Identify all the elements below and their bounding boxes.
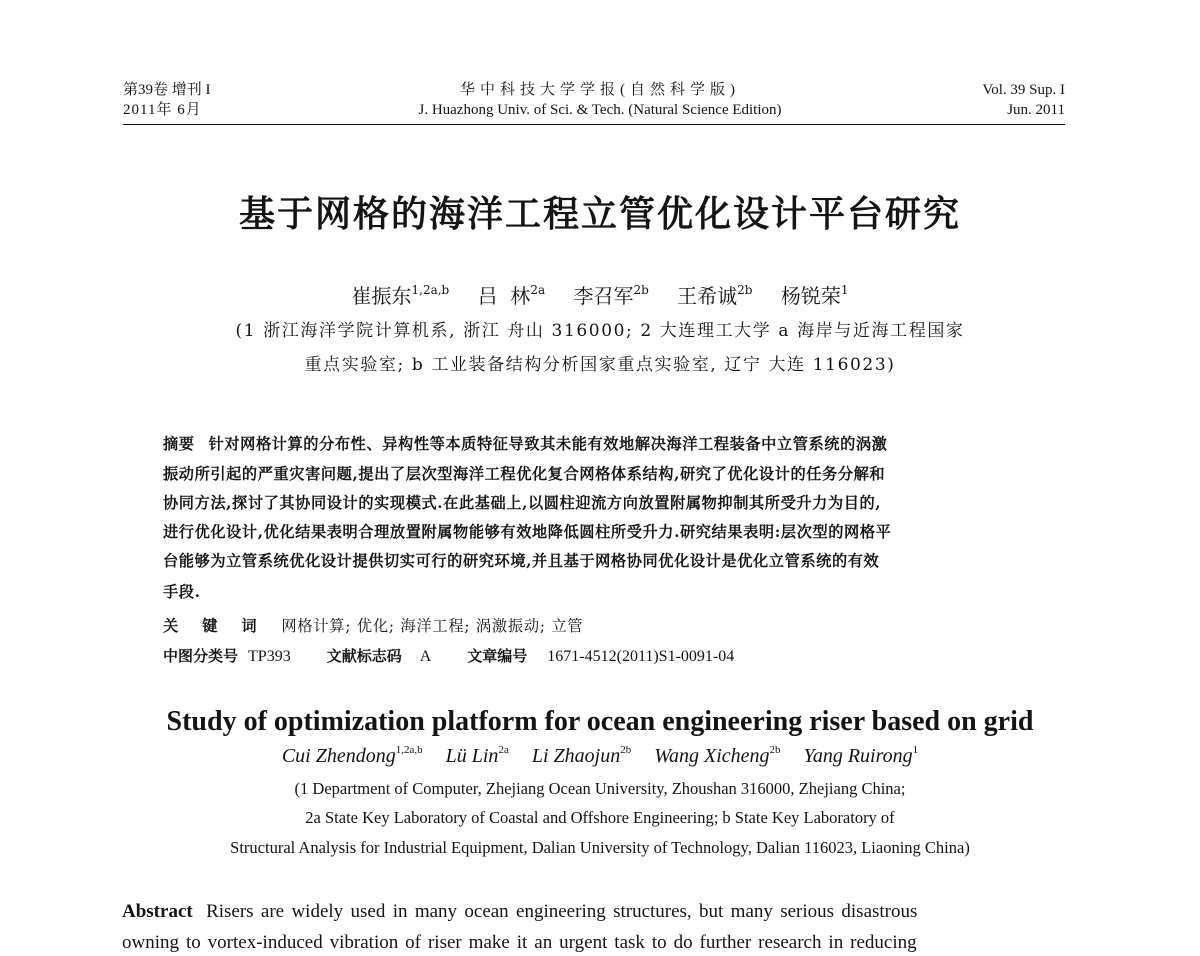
article-number-label: 文章编号 [467, 647, 528, 665]
abstract-cn-line: 进行优化设计,优化结果表明合理放置附属物能够有效地降低圆柱所受升力.研究结果表明:层次型的网格平 [163, 523, 892, 541]
author-name: 王希诚 [677, 284, 738, 308]
document-code-label: 文献标志码 [326, 647, 402, 665]
author-en [282, 745, 423, 767]
keywords-value-cn: 网格计算; 优化; 海洋工程; 涡激振动; 立管 [281, 617, 584, 635]
affiliation-cn-line: 重点实验室; b 工业装备结构分析国家重点实验室, 辽宁 大连 116023) [304, 355, 896, 375]
abstract-en-line: owning to vortex-induced vibration of riser make it an urgent task to do further research in reducing [122, 932, 917, 953]
keywords-cn [163, 615, 583, 637]
affiliation-en-line: 2a State Key Laboratory of Coastal and Offshore Engineering; b State Key Laboratory of [305, 808, 895, 827]
class-number-label: 中图分类号 [163, 647, 239, 665]
date-cn: 2011年 6月 [123, 102, 202, 118]
author-en [532, 745, 631, 767]
abstract-cn-line [163, 433, 1033, 455]
author-name: Li Zhaojun [531, 745, 621, 767]
journal-issue-info-en [982, 80, 1065, 120]
author-name: Wang Xicheng [654, 745, 770, 767]
class-number-value: TP393 [248, 648, 291, 665]
abstract-cn-line: 台能够为立管系统优化设计提供切实可行的研究环境,并且基于网格协同优化设计是优化立管系统的有效 [163, 552, 880, 570]
abstract-en-line [122, 899, 1072, 925]
author-name: 崔振东 [351, 284, 412, 308]
author-affiliation-mark: 1 [840, 283, 849, 297]
author-affiliation-mark: 1 [912, 744, 919, 756]
author-name: 李召军 [573, 284, 634, 308]
keywords-label-cn: 关键词 [163, 617, 281, 635]
author-cn [478, 284, 546, 308]
journal-name-en: J. Huazhong Univ. of Sci. & Tech. (Natural Science Edition) [418, 102, 782, 118]
volume-issue-cn: 第39卷 增刊 I [123, 82, 211, 98]
affiliation-cn-line: (1 浙江海洋学院计算机系, 浙江 舟山 316000; 2 大连理工大学 a 海岸与近海工程国家 [235, 321, 965, 341]
author-en [804, 745, 919, 767]
author-affiliation-mark: 2b [633, 283, 649, 297]
journal-issue-info [123, 80, 211, 120]
author-cn [573, 284, 648, 308]
date-en: Jun. 2011 [1007, 102, 1065, 118]
journal-name [300, 80, 900, 120]
author-affiliation-mark: 2a [530, 283, 546, 297]
author-cn [352, 284, 450, 308]
author-cn [677, 284, 752, 308]
author-affiliation-mark: 2b [737, 283, 753, 297]
author-affiliation-mark: 1,2a,b [395, 744, 423, 756]
author-affiliation-mark: 2a [498, 744, 509, 756]
volume-issue-en: Vol. 39 Sup. I [982, 82, 1065, 98]
author-list-en [0, 742, 1200, 770]
header-rule [123, 124, 1065, 125]
abstract-label-en: Abstract [122, 901, 193, 922]
paper-title-cn: 基于网格的海洋工程立管优化设计平台研究 [238, 194, 961, 235]
author-en [654, 745, 780, 767]
classification-line [163, 645, 734, 668]
author-name: 吕 林 [477, 284, 531, 308]
affiliation-en-line: (1 Department of Computer, Zhejiang Ocean University, Zhoushan 316000, Zhejiang China; [294, 779, 906, 798]
author-name: Lü Lin [445, 745, 499, 767]
journal-name-cn: 华中科技大学学报(自然科学版) [460, 82, 740, 98]
article-number-value: 1671-4512(2011)S1-0091-04 [547, 648, 735, 665]
author-affiliation-mark: 2b [769, 744, 781, 756]
abstract-cn-line: 协同方法,探讨了其协同设计的实现模式.在此基础上,以圆柱迎流方向放置附属物抑制其所受升力为目的, [163, 494, 882, 512]
abstract-text-en: Risers are widely used in many ocean engineering structures, but many serious disastrous [206, 901, 918, 922]
paper-title-en: Study of optimization platform for ocean engineering riser based on grid [166, 706, 1034, 737]
abstract-cn-line: 振动所引起的严重灾害问题,提出了层次型海洋工程优化复合网格体系结构,研究了优化设计的任务分解和 [163, 465, 886, 483]
author-name: Cui Zhendong [281, 745, 396, 767]
abstract-cn-line: 手段. [163, 583, 201, 601]
author-cn [781, 284, 849, 308]
author-name: 杨锐荣 [780, 284, 841, 308]
author-affiliation-mark: 2b [620, 744, 632, 756]
abstract-text: 针对网格计算的分布性、异构性等本质特征导致其未能有效地解决海洋工程装备中立管系统的涡激 [208, 435, 888, 453]
author-en [446, 745, 509, 767]
author-affiliation-mark: 1,2a,b [411, 283, 450, 297]
author-name: Yang Ruirong [803, 745, 913, 767]
affiliation-en-line: Structural Analysis for Industrial Equipment, Dalian University of Technology, Dalian 116023, Liaoning China) [230, 838, 970, 857]
author-list-cn [0, 282, 1200, 310]
document-code-value: A [419, 648, 432, 665]
abstract-label-cn: 摘要 [163, 435, 195, 453]
